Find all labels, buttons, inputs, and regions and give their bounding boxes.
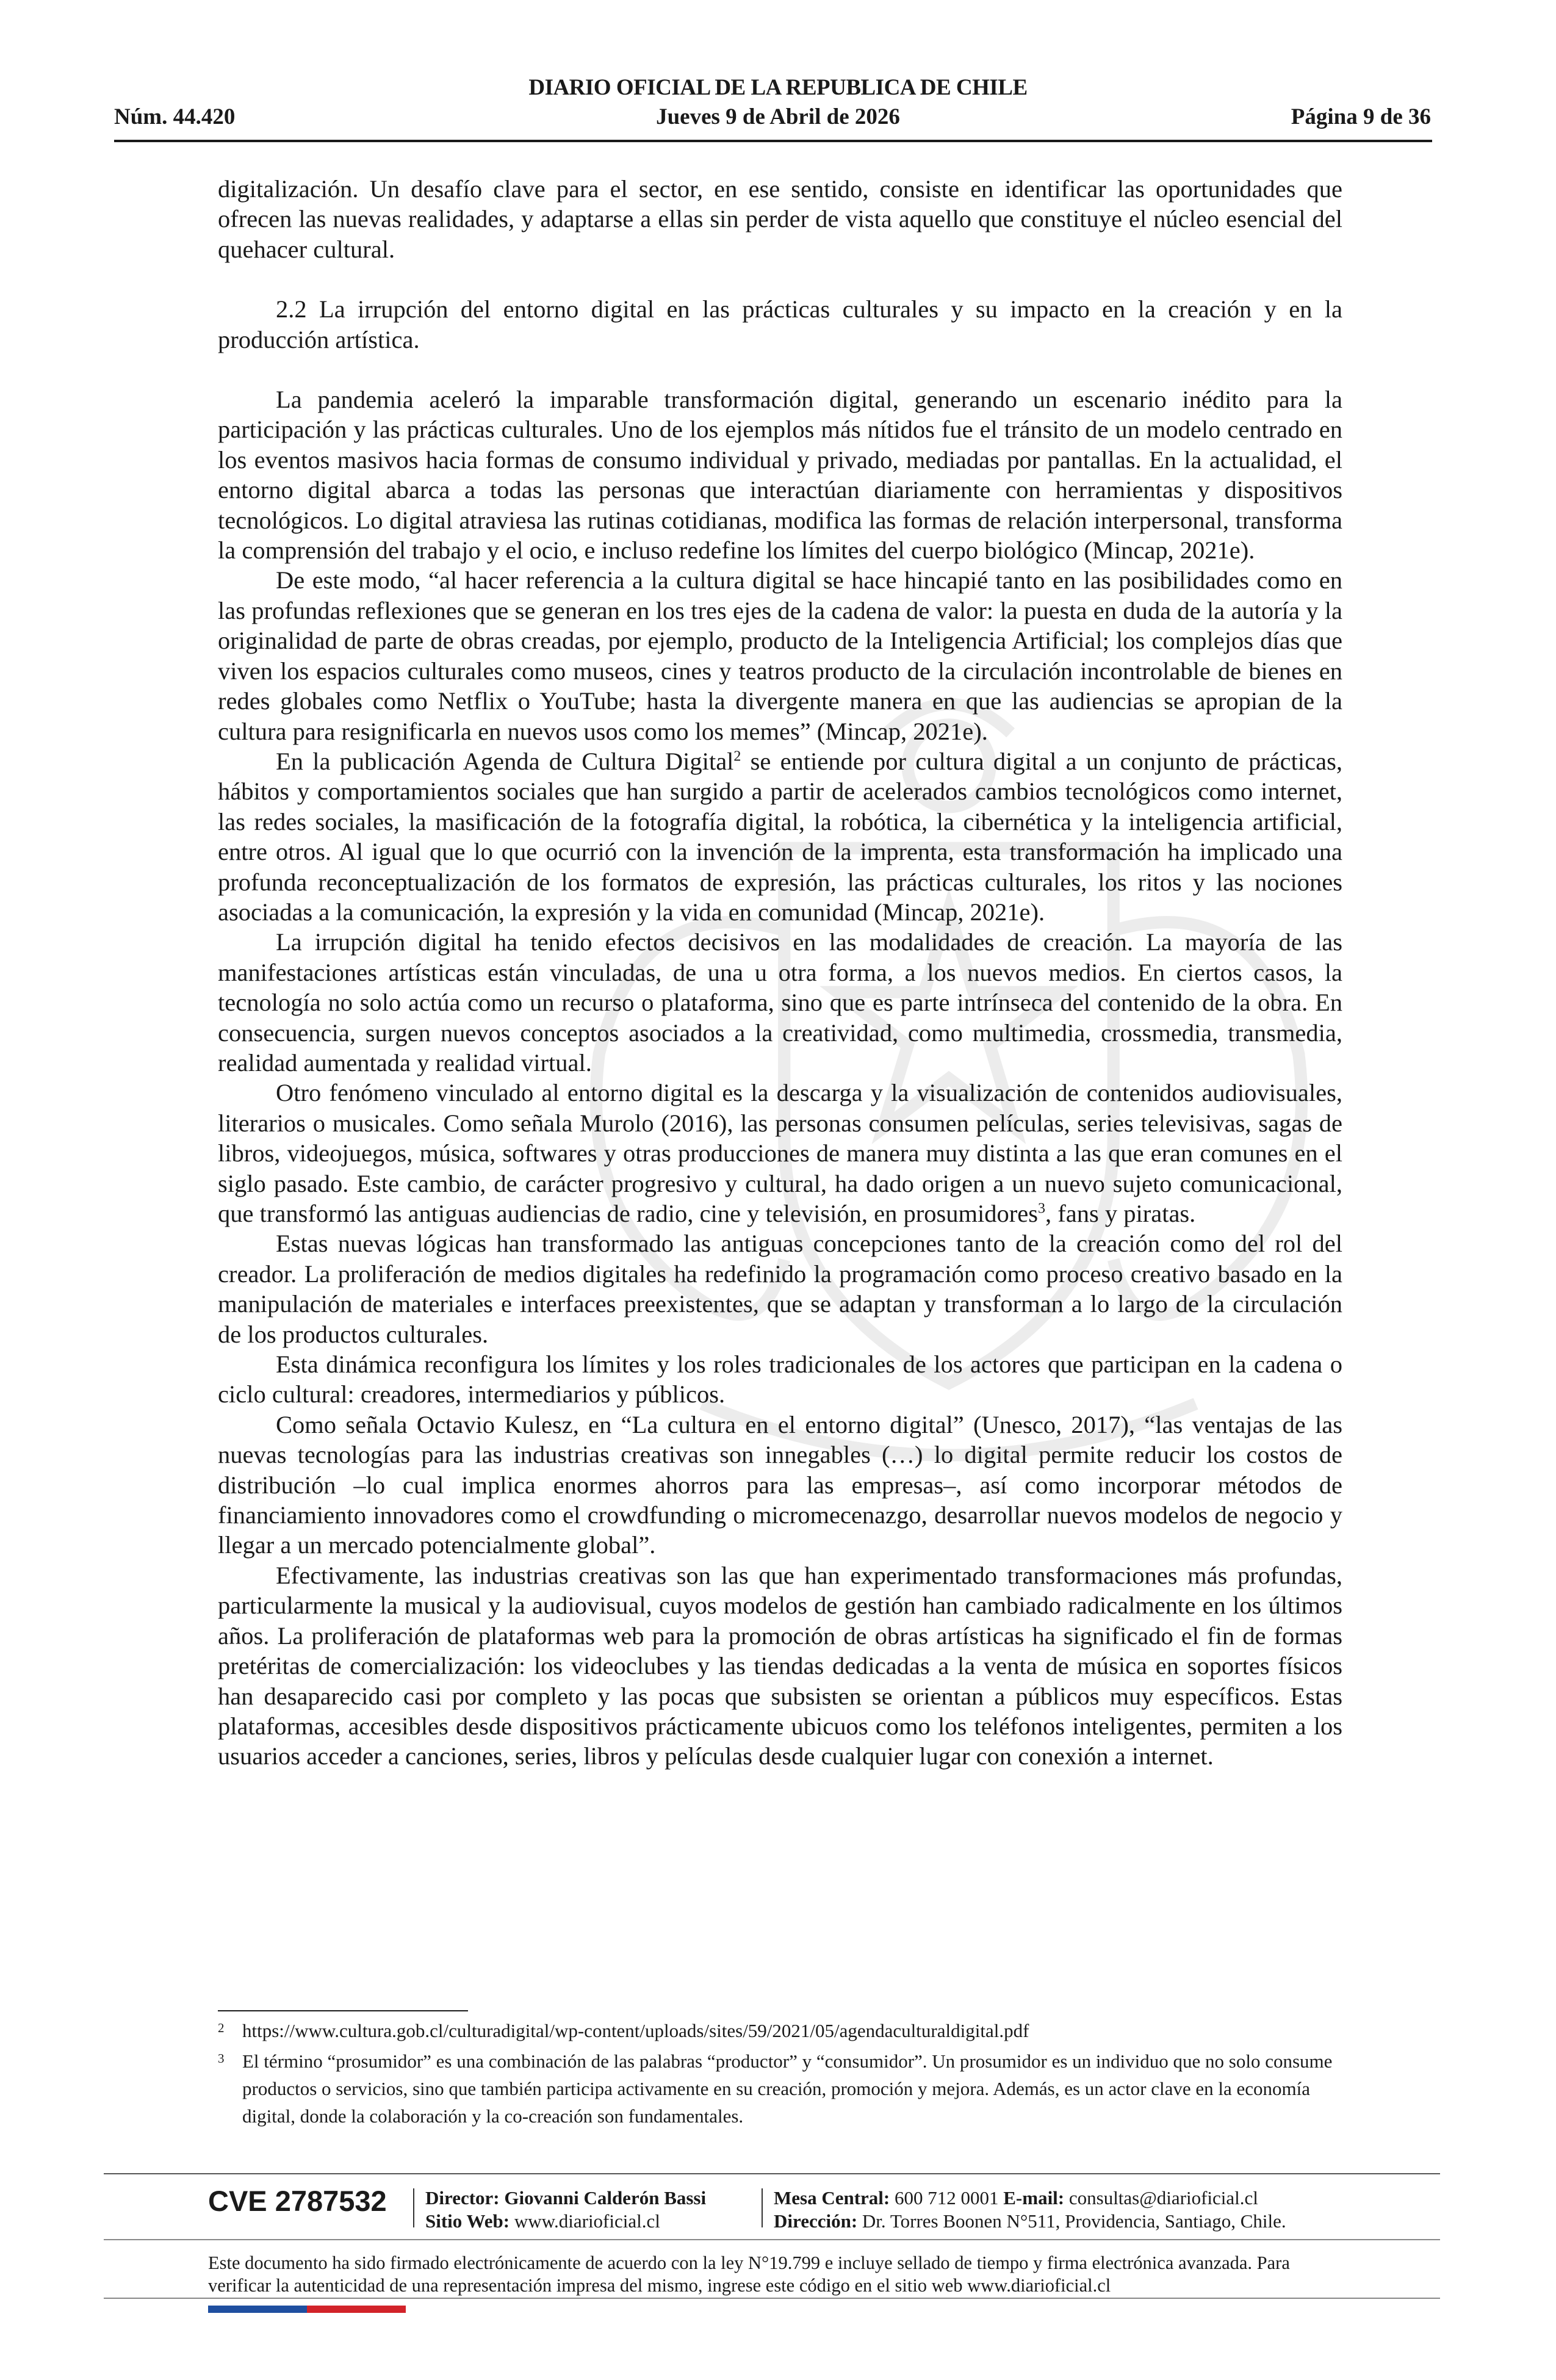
mesa-phone: 600 712 0001 (895, 2187, 999, 2209)
footer-divider-mid (104, 2239, 1440, 2240)
footnote-link[interactable]: https://www.cultura.gob.cl/culturadigital/wp-content/uploads/sites/59/2021/05/agendaculturaldigital.pdf (242, 2020, 1029, 2041)
article-body (218, 174, 1342, 1772)
paragraph: La irrupción digital ha tenido efectos decisivos en las modalidades de creación. La mayoría de las manifestaciones artísticas están vinculadas, de una u otra forma, a los nuevos medios. En ciertos casos, la tecnología no solo actúa como un recurso o plataforma, sino que es parte intrínseca del contenido de la obra. En consecuencia, surgen nuevos conceptos asociados a la creatividad, como multimedia, crossmedia, transmedia, realidad aumentada y realidad virtual. (218, 928, 1342, 1076)
footnote-ref: 2 (733, 748, 741, 765)
issue-date: Jueves 9 de Abril de 2026 (656, 104, 900, 129)
signature-note: Este documento ha sido firmado electrónicamente de acuerdo con la ley N°19.799 e incluye sellado de tiempo y firma electrónica avanzada. Para verificar la autenticidad de una representación impresa del mismo, ingrese este código en el sitio web www.diarioficial.cl (208, 2252, 1290, 2296)
paragraph: La pandemia aceleró la imparable transformación digital, generando un escenario inédito para la participación y las prácticas culturales. Uno de los ejemplos más nítidos fue el tránsito de un modelo centrado en los eventos masivos hacia formas de consumo individual y privado, mediadas por pantallas. En la actualidad, el entorno digital abarca a todas las personas que interactúan diariamente con herramientas y dispositivos tecnológicos. Lo digital atraviesa las rutinas cotidianas, modifica las formas de relación interpersonal, transforma la comprensión del trabajo y el ocio, e incluso redefine los límites del cuerpo biológico (Mincap, 2021e). (218, 386, 1342, 564)
paragraph: Como señala Octavio Kulesz, en “La cultura en el entorno digital” (Unesco, 2017), “las ventajas de las nuevas tecnologías para las industrias creativas son innegables (…) lo digital permite reducir los costos de distribución –lo cual implica enormes ahorros para las empresas–, así como incorporar métodos de financiamiento innovadores como el crowdfunding o micromecenazgo, desarrollar nuevos modelos de negocio y llegar a un mercado potencialmente global”. (218, 1410, 1342, 1559)
footnote-ref: 3 (1038, 1200, 1045, 1217)
site-label: Sitio Web: (425, 2210, 510, 2232)
flag-stripe-blue (208, 2306, 307, 2313)
footnote-mark: 3 (218, 2051, 225, 2066)
newspaper-title: DIARIO OFICIAL DE LA REPUBLICA DE CHILE (528, 75, 1028, 100)
footnote-mark: 2 (218, 2021, 225, 2035)
email-label: E-mail: (1003, 2187, 1065, 2209)
email-link[interactable]: consultas@diarioficial.cl (1068, 2187, 1258, 2209)
cve-code: CVE 2787532 (208, 2185, 387, 2217)
issue-number: Núm. 44.420 (114, 104, 236, 129)
footer-separator (762, 2188, 763, 2227)
address-value: Dr. Torres Boonen N°511, Providencia, Santiago, Chile. (862, 2210, 1286, 2232)
paragraph: Efectivamente, las industrias creativas son las que han experimentado transformaciones más profundas, particularmente la musical y la audiovisual, cuyos modelos de gestión han cambiado radicalmente en los últimos años. La proliferación de plataformas web para la promoción de obras artísticas ha significado el fin de formas pretéritas de comercialización: los videoclubes y las tiendas dedicadas a la venta de música en soportes físicos han desaparecido casi por completo y las pocas que subsisten se orientan a públicos muy específicos. Estas plataformas, accesibles desde dispositivos prácticamente ubicuos como los teléfonos inteligentes, permiten a los usuarios acceder a canciones, series, libros y películas desde cualquier lugar con conexión a internet. (218, 1561, 1342, 1770)
paragraph-continued: digitalización. Un desafío clave para el sector, en ese sentido, consiste en identificar las oportunidades que ofrecen las nuevas realidades, y adaptarse a ellas sin perder de vista aquello que constituye el núcleo esencial del quehacer cultural. (218, 175, 1342, 263)
footer-director-block (425, 2187, 706, 2233)
footnote-divider (218, 2010, 468, 2011)
flag-stripe-red (307, 2306, 406, 2313)
footnote-text: El término “prosumidor” es una combinación de las palabras “productor” y “consumidor”. Un prosumidor es un individuo que no solo consume productos o servicios, sino que también participa activamente en su creación, promoción y mejora. Además, es un actor clave en la economía digital, donde la colaboración y la co-creación son fundamentales. (242, 2050, 1333, 2127)
footnotes (218, 2017, 1342, 2133)
site-link[interactable]: www.diarioficial.cl (514, 2210, 660, 2232)
page-indicator: Página 9 de 36 (1291, 104, 1431, 129)
paragraph: Otro fenómeno vinculado al entorno digital es la descarga y la visualización de contenidos audiovisuales, literarios o musicales. Como señala Murolo (2016), las personas consumen películas, series televisivas, sagas de libros, videojuegos, música, softwares y otras producciones de manera muy distinta a las que eran comunes en el siglo pasado. Este cambio, de carácter progresivo y cultural, ha dado origen a un nuevo sujeto comunicacional, que transformó las antiguas audiencias de radio, cine y televisión, en prosumidores$^3$, fans y piratas. (218, 1079, 1342, 1227)
footnote-3 (218, 2047, 1342, 2130)
paragraph: Esta dinámica reconfigura los límites y los roles tradicionales de los actores que participan en la cadena o ciclo cultural: creadores, intermediarios y públicos. (218, 1350, 1342, 1408)
footnote-2 (218, 2017, 1342, 2044)
director-name: Giovanni Calderón Bassi (504, 2187, 707, 2209)
address-label: Dirección: (774, 2210, 858, 2232)
footer-divider-bottom (104, 2298, 1440, 2299)
director-label: Director: (425, 2187, 500, 2209)
paragraph: Estas nuevas lógicas han transformado las antiguas concepciones tanto de la creación como del rol del creador. La proliferación de medios digitales ha redefinido la programación como proceso creativo basado en la manipulación de materiales e interfaces preexistentes, que se adaptan y transforman a lo largo de la circulación de los productos culturales. (218, 1230, 1342, 1348)
footer-divider-top (104, 2173, 1440, 2174)
mesa-label: Mesa Central: (774, 2187, 890, 2209)
section-heading: 2.2 La irrupción del entorno digital en las prácticas culturales y su impacto en la creación y en la producción artística. (218, 295, 1342, 353)
footer-separator (413, 2188, 414, 2227)
paragraph: De este modo, “al hacer referencia a la cultura digital se hace hincapié tanto en las posibilidades como en las profundas reflexiones que se generan en los tres ejes de la cadena de valor: la puesta en duda de la autoría y la originalidad de parte de obras creadas, por ejemplo, producto de la Inteligencia Artificial; los complejos días que viven los espacios culturales como museos, cines y teatros producto de la circulación incontrolable de bienes en redes globales como Netflix o YouTube; hasta la divergente manera en que las audiencias se apropian de la cultura para resignificarla en nuevos usos como los memes” (Mincap, 2021e). (218, 566, 1342, 745)
footer-contact-block (774, 2187, 1286, 2233)
paragraph: En la publicación Agenda de Cultura Digital$^2$ se entiende por cultura digital a un conjunto de prácticas, hábitos y comportamientos sociales que han surgido a partir de acelerados cambios tecnológicos como internet, las redes sociales, la masificación de la fotografía digital, la robótica, la cibernética y la inteligencia artificial, entre otros. Al igual que lo que ocurrió con la invención de la imprenta, esta transformación ha implicado una profunda reconceptualización de los formatos de expresión, las prácticas culturales, los ritos y las nociones asociadas a la comunicación, la expresión y la vida en comunidad (Mincap, 2021e). (218, 747, 1342, 926)
header-divider (114, 140, 1432, 142)
